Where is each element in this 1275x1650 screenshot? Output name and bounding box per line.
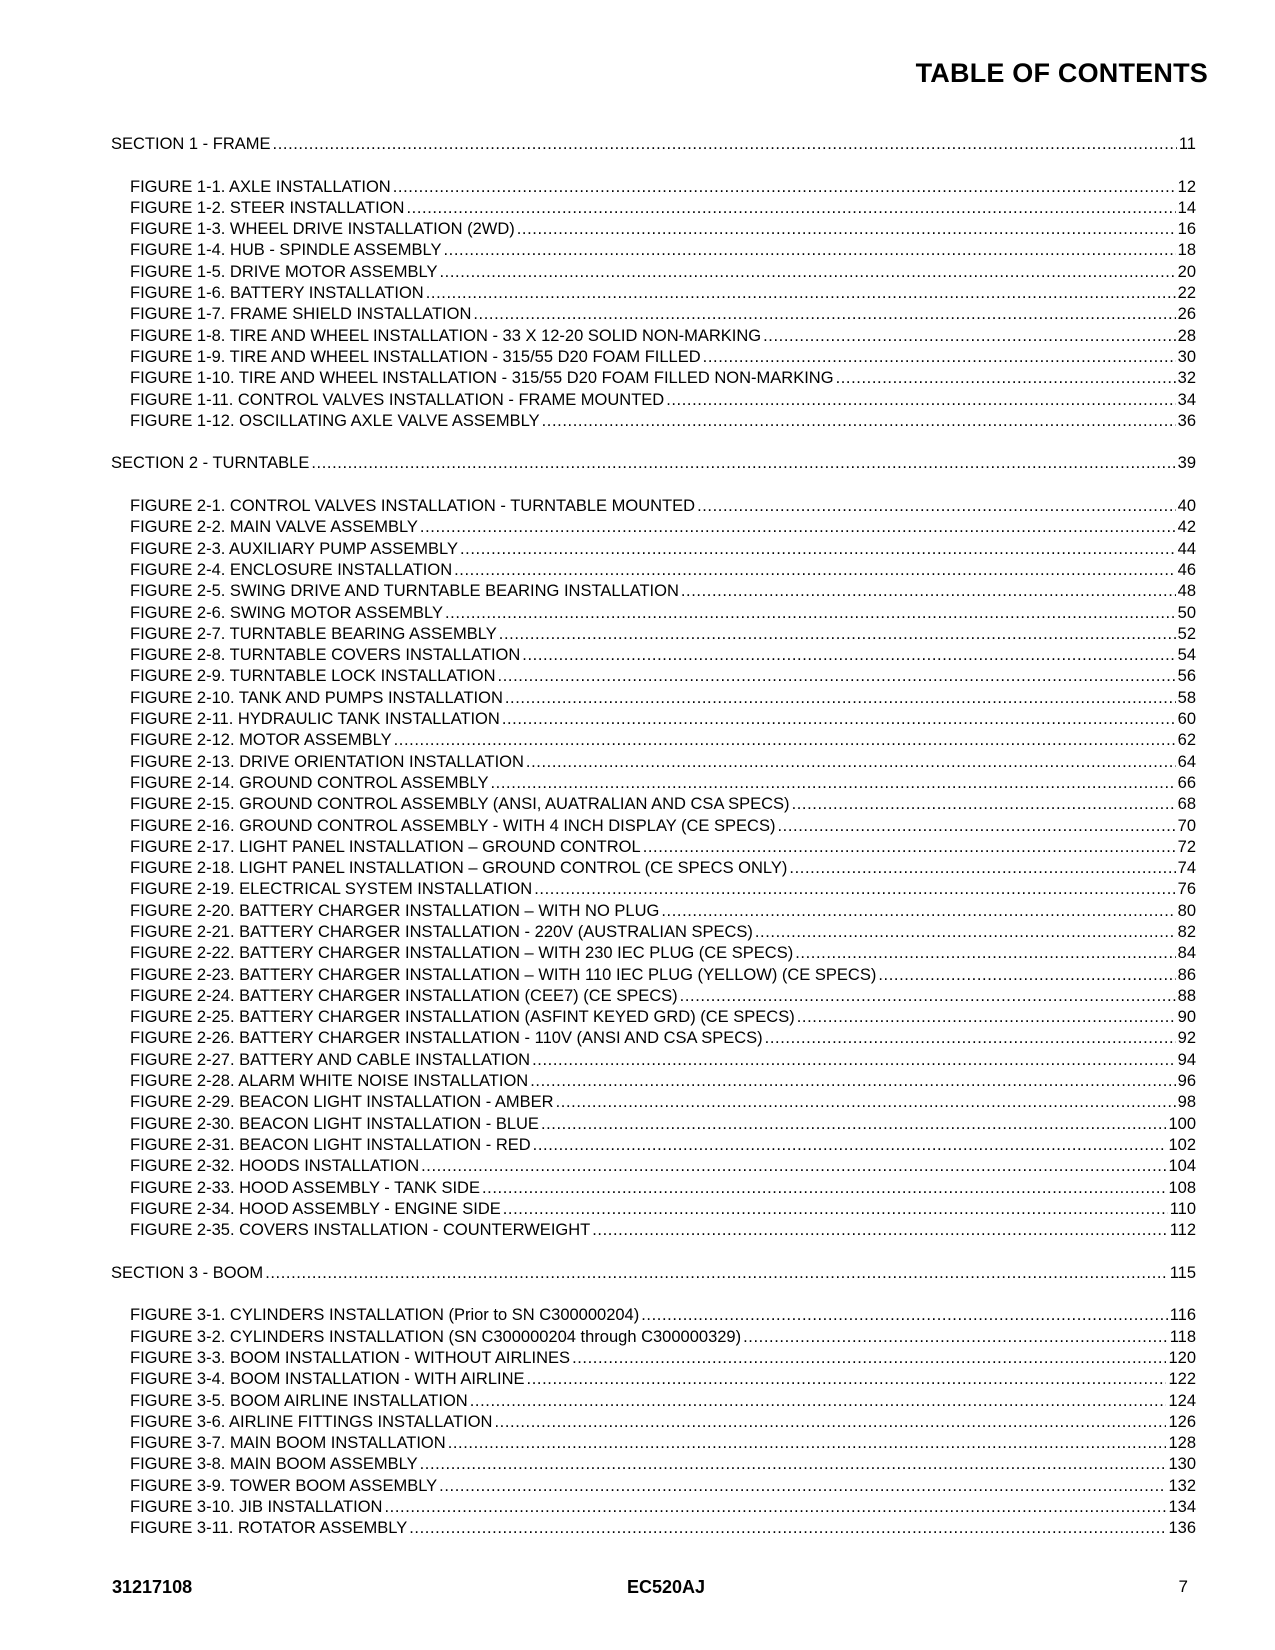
toc-entry-page: 14 bbox=[1177, 198, 1196, 217]
toc-entry-label: FIGURE 2-10. TANK AND PUMPS INSTALLATION bbox=[130, 688, 503, 707]
dot-leader bbox=[534, 879, 1175, 900]
toc-figure-entry[interactable] bbox=[111, 1050, 1196, 1071]
dot-leader bbox=[503, 1199, 1168, 1220]
toc-figure-entry[interactable] bbox=[111, 1028, 1196, 1049]
toc-entry-page: 122 bbox=[1168, 1370, 1196, 1389]
dot-leader bbox=[470, 1391, 1167, 1412]
toc-figure-entry[interactable] bbox=[111, 283, 1196, 304]
toc-entry-label: FIGURE 3-8. MAIN BOOM ASSEMBLY bbox=[130, 1455, 418, 1474]
toc-entry-page: 18 bbox=[1177, 241, 1196, 260]
toc-entry-page: 98 bbox=[1177, 1093, 1196, 1112]
toc-entry-label: FIGURE 2-31. BEACON LIGHT INSTALLATION - RED bbox=[130, 1135, 531, 1154]
dot-leader bbox=[789, 858, 1175, 879]
toc-entry-label: FIGURE 2-4. ENCLOSURE INSTALLATION bbox=[130, 560, 453, 579]
toc-entry-page: 66 bbox=[1177, 773, 1196, 792]
dot-leader bbox=[878, 965, 1175, 986]
toc-entry-page: 96 bbox=[1177, 1072, 1196, 1091]
toc-figure-entry[interactable] bbox=[111, 1220, 1196, 1241]
toc-figure-entry[interactable] bbox=[111, 837, 1196, 858]
toc-entry-page: 62 bbox=[1177, 731, 1196, 750]
toc-entry-page: 12 bbox=[1177, 177, 1196, 196]
toc-entry-label: FIGURE 2-29. BEACON LIGHT INSTALLATION - AMBER bbox=[130, 1093, 554, 1112]
toc-figure-entry[interactable] bbox=[111, 1518, 1196, 1539]
dot-leader bbox=[265, 1263, 1168, 1284]
dot-leader bbox=[572, 1348, 1166, 1369]
toc-entry-page: 58 bbox=[1177, 688, 1196, 707]
toc-entry-page: 126 bbox=[1168, 1412, 1196, 1431]
toc-entry-label: FIGURE 1-6. BATTERY INSTALLATION bbox=[130, 284, 424, 303]
toc-entry-label: FIGURE 2-32. HOODS INSTALLATION bbox=[130, 1157, 420, 1176]
toc-entry-label: FIGURE 1-11. CONTROL VALVES INSTALLATION - FRAME MOUNTED bbox=[130, 390, 665, 409]
toc-entry-label: FIGURE 2-34. HOOD ASSEMBLY - ENGINE SIDE bbox=[130, 1199, 501, 1218]
toc-entry-page: 130 bbox=[1168, 1455, 1196, 1474]
toc-entry-label: FIGURE 3-1. CYLINDERS INSTALLATION (Prior to SN C300000204) bbox=[130, 1306, 640, 1325]
toc-entry-page: 82 bbox=[1177, 922, 1196, 941]
toc-figure-entry[interactable] bbox=[111, 1348, 1196, 1369]
toc-entry-label: FIGURE 1-5. DRIVE MOTOR ASSEMBLY bbox=[130, 262, 438, 281]
toc-entry-page: 100 bbox=[1168, 1114, 1196, 1133]
toc-entry-page: 84 bbox=[1177, 944, 1196, 963]
toc-figure-entry[interactable] bbox=[111, 816, 1196, 837]
toc-section-entry[interactable] bbox=[111, 453, 1196, 474]
toc-entry-page: 32 bbox=[1177, 369, 1196, 388]
toc-entry-page: 60 bbox=[1177, 710, 1196, 729]
toc-figure-entry[interactable] bbox=[111, 879, 1196, 900]
toc-figure-entry[interactable] bbox=[111, 943, 1196, 964]
toc-figure-entry[interactable] bbox=[111, 539, 1196, 560]
toc-entry-page: 54 bbox=[1177, 646, 1196, 665]
toc-figure-entry[interactable] bbox=[111, 517, 1196, 538]
toc-entry-label: FIGURE 2-22. BATTERY CHARGER INSTALLATION – WITH 230 IEC PLUG (CE SPECS) bbox=[130, 944, 794, 963]
dot-leader bbox=[743, 1327, 1168, 1348]
toc-figure-entry[interactable] bbox=[111, 965, 1196, 986]
toc-entry-page: 112 bbox=[1169, 1221, 1196, 1240]
dot-leader bbox=[703, 347, 1176, 368]
toc-figure-entry[interactable] bbox=[111, 1497, 1196, 1518]
dot-leader bbox=[530, 1071, 1175, 1092]
toc-entry-page: 102 bbox=[1168, 1135, 1196, 1154]
toc-entry-label: FIGURE 2-9. TURNTABLE LOCK INSTALLATION bbox=[130, 667, 496, 686]
toc-entry-page: 128 bbox=[1168, 1434, 1196, 1453]
dot-leader bbox=[494, 1412, 1166, 1433]
dot-leader bbox=[443, 240, 1175, 261]
toc-figure-entry[interactable] bbox=[111, 177, 1196, 198]
toc-entry-label: FIGURE 3-3. BOOM INSTALLATION - WITHOUT AIRLINES bbox=[130, 1348, 571, 1367]
toc-entry-page: 110 bbox=[1169, 1199, 1196, 1218]
toc-entry-page: 22 bbox=[1177, 284, 1196, 303]
toc-entry-label: FIGURE 2-16. GROUND CONTROL ASSEMBLY - WITH 4 INCH DISPLAY (CE SPECS) bbox=[130, 816, 776, 835]
toc-section-entry[interactable] bbox=[111, 134, 1196, 155]
dot-leader bbox=[777, 816, 1175, 837]
dot-leader bbox=[541, 1114, 1167, 1135]
toc-entry-page: 50 bbox=[1177, 603, 1196, 622]
toc-entry-page: 118 bbox=[1169, 1327, 1196, 1346]
toc-figure-entry[interactable] bbox=[111, 1327, 1196, 1348]
toc-figure-entry[interactable] bbox=[111, 198, 1196, 219]
dot-leader bbox=[426, 283, 1176, 304]
toc-entry-page: 56 bbox=[1177, 667, 1196, 686]
toc-figure-entry[interactable] bbox=[111, 219, 1196, 240]
toc-figure-entry[interactable] bbox=[111, 1433, 1196, 1454]
toc-entry-page: 30 bbox=[1177, 347, 1196, 366]
toc-figure-entry[interactable] bbox=[111, 304, 1196, 325]
toc-entry-label: FIGURE 3-11. ROTATOR ASSEMBLY bbox=[130, 1519, 408, 1538]
toc-figure-entry[interactable] bbox=[111, 1369, 1196, 1390]
toc-figure-entry[interactable] bbox=[111, 730, 1196, 751]
toc-figure-entry[interactable] bbox=[111, 1156, 1196, 1177]
toc-figure-entry[interactable] bbox=[111, 240, 1196, 261]
dot-leader bbox=[666, 390, 1175, 411]
toc-entry-page: 116 bbox=[1169, 1306, 1196, 1325]
dot-leader bbox=[454, 560, 1176, 581]
dot-leader bbox=[527, 1369, 1167, 1390]
toc-figure-entry[interactable] bbox=[111, 858, 1196, 879]
dot-leader bbox=[517, 219, 1176, 240]
toc-entry-page: 108 bbox=[1168, 1178, 1196, 1197]
toc-entry-label: FIGURE 2-3. AUXILIARY PUMP ASSEMBLY bbox=[130, 539, 458, 558]
toc-figure-entry[interactable] bbox=[111, 368, 1196, 389]
toc-entry-label: FIGURE 1-9. TIRE AND WHEEL INSTALLATION - 315/55 D20 FOAM FILLED bbox=[130, 347, 701, 366]
toc-entry-page: 88 bbox=[1177, 986, 1196, 1005]
dot-leader bbox=[526, 752, 1176, 773]
dot-leader bbox=[592, 1220, 1167, 1241]
toc-entry-page: 39 bbox=[1177, 454, 1196, 473]
toc-entry-label: FIGURE 2-12. MOTOR ASSEMBLY bbox=[130, 731, 392, 750]
toc-entry-label: FIGURE 1-2. STEER INSTALLATION bbox=[130, 198, 405, 217]
toc-figure-entry[interactable] bbox=[111, 581, 1196, 602]
toc-figure-entry[interactable] bbox=[111, 624, 1196, 645]
toc-entry-page: 90 bbox=[1177, 1008, 1196, 1027]
toc-figure-entry[interactable] bbox=[111, 752, 1196, 773]
dot-leader bbox=[505, 688, 1176, 709]
toc-entry-page: 42 bbox=[1177, 518, 1196, 537]
dot-leader bbox=[445, 603, 1176, 624]
dot-leader bbox=[394, 730, 1176, 751]
toc-entry-label: FIGURE 1-12. OSCILLATING AXLE VALVE ASSEMBLY bbox=[130, 411, 540, 430]
toc-entry-label: FIGURE 2-21. BATTERY CHARGER INSTALLATION - 220V (AUSTRALIAN SPECS) bbox=[130, 922, 753, 941]
toc-entry-page: 80 bbox=[1177, 901, 1196, 920]
dot-leader bbox=[439, 1476, 1166, 1497]
toc-figure-entry[interactable] bbox=[111, 645, 1196, 666]
toc-figure-entry[interactable] bbox=[111, 411, 1196, 432]
dot-leader bbox=[439, 262, 1175, 283]
toc-entry-label: FIGURE 1-10. TIRE AND WHEEL INSTALLATION - 315/55 D20 FOAM FILLED NON-MARKING bbox=[130, 369, 834, 388]
toc-entry-label: FIGURE 1-7. FRAME SHIELD INSTALLATION bbox=[130, 305, 472, 324]
toc-figure-entry[interactable] bbox=[111, 922, 1196, 943]
toc-entry-label: FIGURE 1-8. TIRE AND WHEEL INSTALLATION - 33 X 12-20 SOLID NON-MARKING bbox=[130, 326, 762, 345]
dot-leader bbox=[763, 326, 1176, 347]
toc-entry-label: FIGURE 1-3. WHEEL DRIVE INSTALLATION (2WD) bbox=[130, 220, 515, 239]
toc-entry-label: SECTION 2 - TURNTABLE bbox=[111, 454, 310, 473]
toc-figure-entry[interactable] bbox=[111, 773, 1196, 794]
toc-entry-label: FIGURE 2-2. MAIN VALVE ASSEMBLY bbox=[130, 518, 418, 537]
toc-entry-page: 40 bbox=[1177, 497, 1196, 516]
dot-leader bbox=[473, 304, 1175, 325]
toc-entry-page: 44 bbox=[1177, 539, 1196, 558]
dot-leader bbox=[797, 1007, 1176, 1028]
dot-leader bbox=[643, 837, 1176, 858]
toc-entry-label: FIGURE 2-8. TURNTABLE COVERS INSTALLATION bbox=[130, 646, 521, 665]
toc-entry-label: FIGURE 2-11. HYDRAULIC TANK INSTALLATION bbox=[130, 710, 500, 729]
toc-entry-page: 104 bbox=[1168, 1157, 1196, 1176]
toc-entry-page: 134 bbox=[1168, 1498, 1196, 1516]
dot-leader bbox=[542, 411, 1176, 432]
toc-entry-label: FIGURE 2-7. TURNTABLE BEARING ASSEMBLY bbox=[130, 624, 497, 643]
toc-entry-label: FIGURE 2-6. SWING MOTOR ASSEMBLY bbox=[130, 603, 443, 622]
toc-figure-entry[interactable] bbox=[111, 326, 1196, 347]
dot-leader bbox=[273, 134, 1177, 155]
toc-figure-entry[interactable] bbox=[111, 1135, 1196, 1156]
footer-page-number: 7 bbox=[1178, 1577, 1188, 1596]
dot-leader bbox=[502, 709, 1176, 730]
dot-leader bbox=[420, 517, 1176, 538]
toc-entry-page: 124 bbox=[1168, 1391, 1196, 1410]
toc-entry-label: FIGURE 3-2. CYLINDERS INSTALLATION (SN C300000204 through C300000329) bbox=[130, 1327, 742, 1346]
dot-leader bbox=[499, 624, 1176, 645]
dot-leader bbox=[792, 794, 1176, 815]
toc-entry-page: 36 bbox=[1177, 411, 1196, 430]
dot-leader bbox=[795, 943, 1175, 964]
toc-figure-entry[interactable] bbox=[111, 986, 1196, 1007]
toc-entry-page: 20 bbox=[1177, 262, 1196, 281]
toc-figure-entry[interactable] bbox=[111, 794, 1196, 815]
toc-figure-entry[interactable] bbox=[111, 1178, 1196, 1199]
toc-entry-label: FIGURE 3-6. AIRLINE FITTINGS INSTALLATION bbox=[130, 1412, 493, 1431]
dot-leader bbox=[482, 1178, 1167, 1199]
toc-entry-label: FIGURE 2-13. DRIVE ORIENTATION INSTALLATION bbox=[130, 752, 524, 771]
dot-leader bbox=[420, 1454, 1167, 1475]
toc-entry-label: FIGURE 1-4. HUB - SPINDLE ASSEMBLY bbox=[130, 241, 442, 260]
toc-entry-label: FIGURE 2-26. BATTERY CHARGER INSTALLATION - 110V (ANSI AND CSA SPECS) bbox=[130, 1029, 763, 1048]
dot-leader bbox=[765, 1028, 1176, 1049]
table-of-contents bbox=[111, 134, 1196, 1540]
toc-entry-label: FIGURE 3-9. TOWER BOOM ASSEMBLY bbox=[130, 1476, 438, 1495]
toc-entry-page: 94 bbox=[1177, 1050, 1196, 1069]
toc-section-entry[interactable] bbox=[111, 1263, 1196, 1284]
toc-entry-page: 86 bbox=[1177, 965, 1196, 984]
toc-entry-label: FIGURE 3-10. JIB INSTALLATION bbox=[130, 1498, 383, 1516]
dot-leader bbox=[384, 1497, 1166, 1518]
toc-entry-label: FIGURE 2-14. GROUND CONTROL ASSEMBLY bbox=[130, 773, 489, 792]
toc-figure-entry[interactable] bbox=[111, 1305, 1196, 1326]
toc-figure-entry[interactable] bbox=[111, 1092, 1196, 1113]
toc-entry-page: 70 bbox=[1177, 816, 1196, 835]
dot-leader bbox=[836, 368, 1176, 389]
toc-figure-entry[interactable] bbox=[111, 560, 1196, 581]
dot-leader bbox=[522, 645, 1175, 666]
toc-figure-entry[interactable] bbox=[111, 262, 1196, 283]
toc-figure-entry[interactable] bbox=[111, 390, 1196, 411]
toc-entry-page: 120 bbox=[1168, 1348, 1196, 1367]
toc-entry-page: 68 bbox=[1177, 795, 1196, 814]
dot-leader bbox=[680, 986, 1176, 1007]
toc-figure-entry[interactable] bbox=[111, 666, 1196, 687]
toc-entry-label: FIGURE 2-35. COVERS INSTALLATION - COUNTERWEIGHT bbox=[130, 1221, 591, 1240]
dot-leader bbox=[406, 198, 1175, 219]
toc-figure-entry[interactable] bbox=[111, 347, 1196, 368]
toc-entry-label: FIGURE 2-17. LIGHT PANEL INSTALLATION – GROUND CONTROL bbox=[130, 837, 641, 856]
toc-entry-label: FIGURE 2-20. BATTERY CHARGER INSTALLATION – WITH NO PLUG bbox=[130, 901, 660, 920]
toc-figure-entry[interactable] bbox=[111, 709, 1196, 730]
dot-leader bbox=[681, 581, 1176, 602]
toc-entry-label: FIGURE 2-28. ALARM WHITE NOISE INSTALLATION bbox=[130, 1072, 529, 1091]
page-title: TABLE OF CONTENTS bbox=[915, 58, 1208, 88]
toc-entry-page: 136 bbox=[1168, 1519, 1196, 1538]
toc-figure-entry[interactable] bbox=[111, 1007, 1196, 1028]
toc-entry-page: 16 bbox=[1177, 220, 1196, 239]
dot-leader bbox=[661, 901, 1175, 922]
dot-leader bbox=[409, 1518, 1166, 1539]
dot-leader bbox=[641, 1305, 1167, 1326]
toc-figure-entry[interactable] bbox=[111, 1391, 1196, 1412]
toc-entry-page: 115 bbox=[1169, 1263, 1196, 1282]
toc-entry-page: 64 bbox=[1177, 752, 1196, 771]
dot-leader bbox=[532, 1050, 1176, 1071]
toc-entry-label: SECTION 1 - FRAME bbox=[111, 135, 271, 153]
footer-model: EC520AJ bbox=[627, 1577, 706, 1597]
toc-entry-label: FIGURE 2-5. SWING DRIVE AND TURNTABLE BEARING INSTALLATION bbox=[130, 582, 679, 601]
toc-entry-label: FIGURE 2-30. BEACON LIGHT INSTALLATION - BLUE bbox=[130, 1114, 539, 1133]
toc-entry-label: FIGURE 2-18. LIGHT PANEL INSTALLATION – GROUND CONTROL (CE SPECS ONLY) bbox=[130, 859, 788, 878]
toc-entry-label: FIGURE 2-15. GROUND CONTROL ASSEMBLY (ANSI, AUATRALIAN AND CSA SPECS) bbox=[130, 795, 790, 814]
toc-entry-label: FIGURE 2-23. BATTERY CHARGER INSTALLATION – WITH 110 IEC PLUG (YELLOW) (CE SPECS) bbox=[130, 965, 877, 984]
dot-leader bbox=[448, 1433, 1167, 1454]
toc-entry-page: 76 bbox=[1177, 880, 1196, 899]
toc-entry-page: 46 bbox=[1177, 560, 1196, 579]
toc-entry-page: 132 bbox=[1168, 1476, 1196, 1495]
toc-figure-entry[interactable] bbox=[111, 901, 1196, 922]
dot-leader bbox=[755, 922, 1176, 943]
toc-figure-entry[interactable] bbox=[111, 1454, 1196, 1475]
toc-entry-page: 34 bbox=[1177, 390, 1196, 409]
footer-doc-number: 31217108 bbox=[112, 1577, 193, 1597]
toc-entry-page: 48 bbox=[1177, 582, 1196, 601]
toc-entry-label: FIGURE 2-27. BATTERY AND CABLE INSTALLATION bbox=[130, 1050, 531, 1069]
toc-entry-page: 11 bbox=[1178, 135, 1196, 153]
dot-leader bbox=[460, 539, 1176, 560]
toc-figure-entry[interactable] bbox=[111, 1476, 1196, 1497]
toc-figure-entry[interactable] bbox=[111, 1199, 1196, 1220]
toc-entry-label: FIGURE 3-7. MAIN BOOM INSTALLATION bbox=[130, 1434, 446, 1453]
toc-entry-label: FIGURE 2-24. BATTERY CHARGER INSTALLATION (CEE7) (CE SPECS) bbox=[130, 986, 678, 1005]
dot-leader bbox=[498, 666, 1176, 687]
toc-figure-entry[interactable] bbox=[111, 603, 1196, 624]
dot-leader bbox=[311, 453, 1175, 474]
toc-entry-page: 74 bbox=[1177, 859, 1196, 878]
toc-entry-label: FIGURE 2-25. BATTERY CHARGER INSTALLATION (ASFINT KEYED GRD) (CE SPECS) bbox=[130, 1008, 795, 1027]
toc-entry-page: 28 bbox=[1177, 326, 1196, 345]
dot-leader bbox=[533, 1135, 1167, 1156]
toc-entry-label: SECTION 3 - BOOM bbox=[111, 1263, 264, 1282]
toc-entry-label: FIGURE 2-19. ELECTRICAL SYSTEM INSTALLATION bbox=[130, 880, 533, 899]
dot-leader bbox=[697, 496, 1176, 517]
toc-entry-page: 52 bbox=[1177, 624, 1196, 643]
toc-entry-label: FIGURE 1-1. AXLE INSTALLATION bbox=[130, 177, 391, 196]
toc-entry-label: FIGURE 3-5. BOOM AIRLINE INSTALLATION bbox=[130, 1391, 468, 1410]
dot-leader bbox=[393, 177, 1176, 198]
toc-entry-page: 72 bbox=[1177, 837, 1196, 856]
toc-entry-label: FIGURE 3-4. BOOM INSTALLATION - WITH AIRLINE bbox=[130, 1370, 525, 1389]
toc-figure-entry[interactable] bbox=[111, 1412, 1196, 1433]
toc-entry-label: FIGURE 2-33. HOOD ASSEMBLY - TANK SIDE bbox=[130, 1178, 480, 1197]
dot-leader bbox=[556, 1092, 1176, 1113]
toc-figure-entry[interactable] bbox=[111, 1071, 1196, 1092]
toc-entry-page: 26 bbox=[1177, 305, 1196, 324]
dot-leader bbox=[421, 1156, 1166, 1177]
dot-leader bbox=[491, 773, 1176, 794]
toc-figure-entry[interactable] bbox=[111, 688, 1196, 709]
toc-entry-page: 92 bbox=[1177, 1029, 1196, 1048]
toc-figure-entry[interactable] bbox=[111, 496, 1196, 517]
toc-figure-entry[interactable] bbox=[111, 1114, 1196, 1135]
toc-entry-label: FIGURE 2-1. CONTROL VALVES INSTALLATION - TURNTABLE MOUNTED bbox=[130, 497, 696, 516]
